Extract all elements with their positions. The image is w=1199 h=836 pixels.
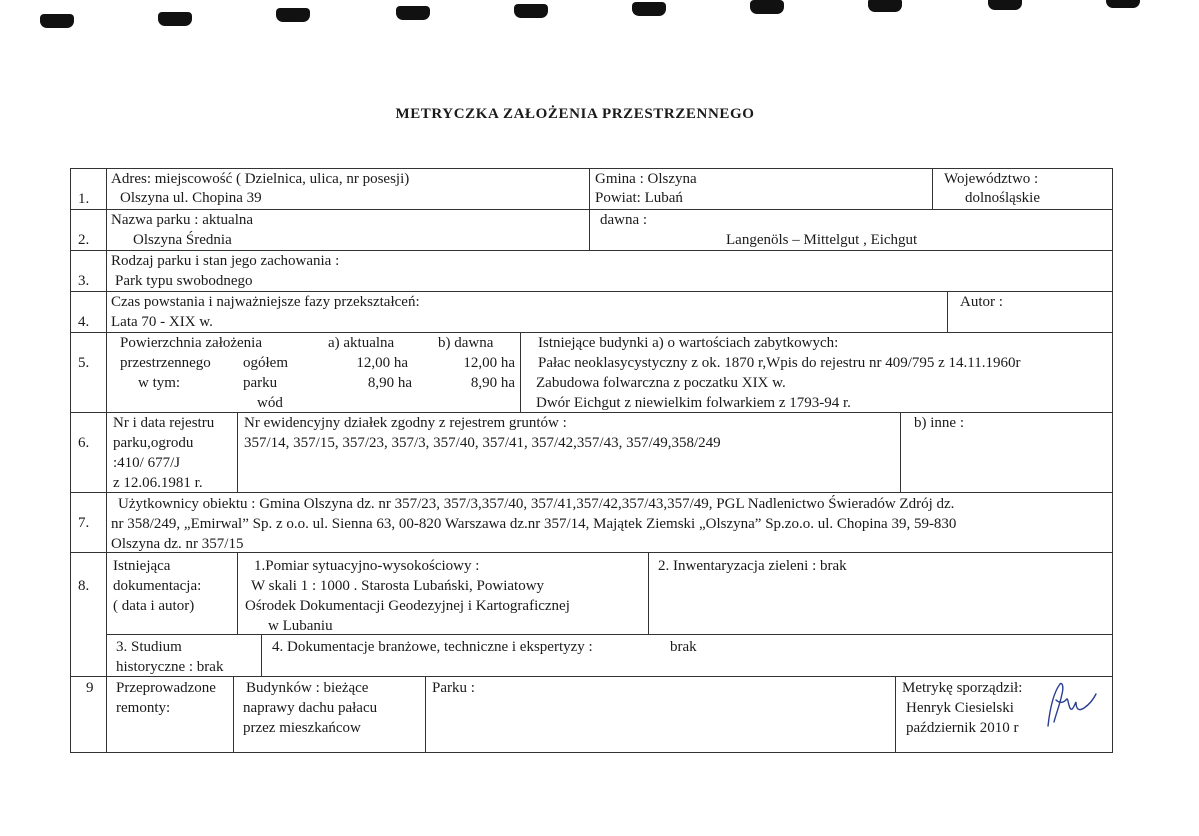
documentation-line: dokumentacja: (113, 578, 202, 594)
branch-docs-label: 4. Dokumentacje branżowe, techniczne i ekspertyzy : (272, 639, 593, 655)
documentation-line: Istniejąca (113, 558, 171, 574)
register-line: z 12.06.1981 r. (113, 475, 203, 491)
building-item: Dwór Eichgut z niewielkim folwarkiem z 1793-94 r. (536, 395, 851, 411)
users-line: nr 358/249, „Emirwal” Sp. z o.o. ul. Sienna 63, 00-820 Warszawa dz.nr 357/14, Majątek Ziemski „Olszyna” Sp.zo.o. ul. Chopina 39, 59-830 (111, 516, 957, 532)
area-park-current: 8,90 ha (367, 375, 412, 391)
plots-label: Nr ewidencyjny działek zgodny z rejestrem gruntów : (244, 415, 567, 431)
punch-hole-mark (276, 8, 310, 22)
survey-line: 1.Pomiar sytuacyjno-wysokościowy : (254, 558, 480, 574)
area-total-former: 12,00 ha (463, 355, 515, 371)
building-repairs-line: naprawy dachu pałacu (243, 700, 378, 716)
row-number: 4. (78, 314, 90, 330)
document-title: METRYCZKA ZAŁOŻENIA PRZESTRZENNEGO (395, 106, 755, 122)
row-number: 6. (78, 435, 90, 451)
area-park-former: 8,90 ha (470, 375, 515, 391)
renovations-line: Przeprowadzone (116, 680, 216, 696)
gmina-value: Gmina : Olszyna (595, 171, 697, 187)
survey-line: W skali 1 : 1000 . Starosta Lubański, Powiatowy (251, 578, 545, 594)
punch-hole-mark (632, 2, 666, 16)
area-total-current: 12,00 ha (356, 355, 408, 371)
study-line: 3. Studium (116, 639, 182, 655)
punch-hole-mark (750, 0, 784, 14)
powiat-value: Powiat: Lubań (595, 190, 683, 206)
users-line: Użytkownicy obiektu : Gmina Olszyna dz. nr 357/23, 357/3,357/40, 357/41,357/42,357/43,357/49, PGL Nadlenictwo Świeradów Zdrój dz. (118, 496, 955, 512)
buildings-label: Istniejące budynki a) o wartościach zabytkowych: (538, 335, 839, 351)
row-number: 3. (78, 273, 90, 289)
punch-hole-mark (868, 0, 902, 12)
address-value: Olszyna ul. Chopina 39 (120, 190, 262, 206)
punch-hole-mark (40, 14, 74, 28)
row-number: 8. (78, 578, 90, 594)
plots-value: 357/14, 357/15, 357/23, 357/3, 357/40, 357/41, 357/42,357/43, 357/49,358/249 (244, 435, 721, 451)
voivodeship-label: Województwo : (944, 171, 1039, 187)
punch-hole-mark (988, 0, 1022, 10)
branch-docs-value: brak (670, 639, 697, 655)
area-col-former: b) dawna (438, 335, 494, 351)
building-repairs-line: Budynków : bieżące (246, 680, 369, 696)
row-number: 5. (78, 355, 90, 371)
punch-hole-mark (1106, 0, 1140, 8)
other-label: b) inne : (914, 415, 964, 431)
survey-line: w Lubaniu (268, 618, 333, 634)
park-type-label: Rodzaj parku i stan jego zachowania : (111, 253, 340, 269)
park-name-current: Olszyna Średnia (133, 232, 232, 248)
register-line: :410/ 677/J (113, 455, 181, 471)
voivodeship-value: dolnośląskie (965, 190, 1040, 206)
documentation-line: ( data i autor) (113, 598, 195, 614)
prepared-by-line: Henryk Ciesielski (906, 700, 1014, 716)
area-sub-label: przestrzennego (120, 355, 211, 371)
handwritten-signature (1040, 678, 1100, 738)
survey-line: Ośrodek Dokumentacji Geodezyjnej i Kartograficznej (245, 598, 570, 614)
prepared-by-line: październik 2010 r (906, 720, 1019, 736)
building-repairs-line: przez mieszkańcow (243, 720, 361, 736)
punch-hole-mark (514, 4, 548, 18)
study-line: historyczne : brak (116, 659, 224, 675)
area-park-label: parku (243, 375, 278, 391)
area-total-label: ogółem (243, 355, 288, 371)
park-name-label: Nazwa parku : aktualna (111, 212, 254, 228)
renovations-line: remonty: (116, 700, 171, 716)
creation-time-value: Lata 70 - XIX w. (111, 314, 213, 330)
address-label: Adres: miejscowość ( Dzielnica, ulica, nr posesji) (111, 171, 410, 187)
area-col-current: a) aktualna (328, 335, 395, 351)
area-water-label: wód (257, 395, 283, 411)
row-number: 9 (86, 680, 94, 696)
row-number: 1. (78, 191, 90, 207)
creation-time-label: Czas powstania i najważniejsze fazy przekształceń: (111, 294, 420, 310)
building-item: Pałac neoklasycystyczny z ok. 1870 r,Wpis do rejestru nr 409/795 z 14.11.1960r (538, 355, 1021, 371)
punch-hole-mark (396, 6, 430, 20)
register-line: Nr i data rejestru (113, 415, 215, 431)
building-item: Zabudowa folwarczna z poczatku XIX w. (536, 375, 786, 391)
row-number: 7. (78, 515, 90, 531)
register-line: parku,ogrodu (113, 435, 194, 451)
punch-hole-mark (158, 12, 192, 26)
park-type-value: Park typu swobodnego (115, 273, 253, 289)
park-repairs-label: Parku : (432, 680, 475, 696)
inventory-value: 2. Inwentaryzacja zieleni : brak (658, 558, 847, 574)
users-line: Olszyna dz. nr 357/15 (111, 536, 244, 552)
prepared-by-line: Metrykę sporządził: (902, 680, 1023, 696)
row-number: 2. (78, 232, 90, 248)
area-incl-label: w tym: (138, 375, 181, 391)
former-name-label: dawna : (600, 212, 648, 228)
area-label: Powierzchnia założenia (120, 335, 263, 351)
author-label: Autor : (960, 294, 1003, 310)
former-name-value: Langenöls – Mittelgut , Eichgut (726, 232, 918, 248)
